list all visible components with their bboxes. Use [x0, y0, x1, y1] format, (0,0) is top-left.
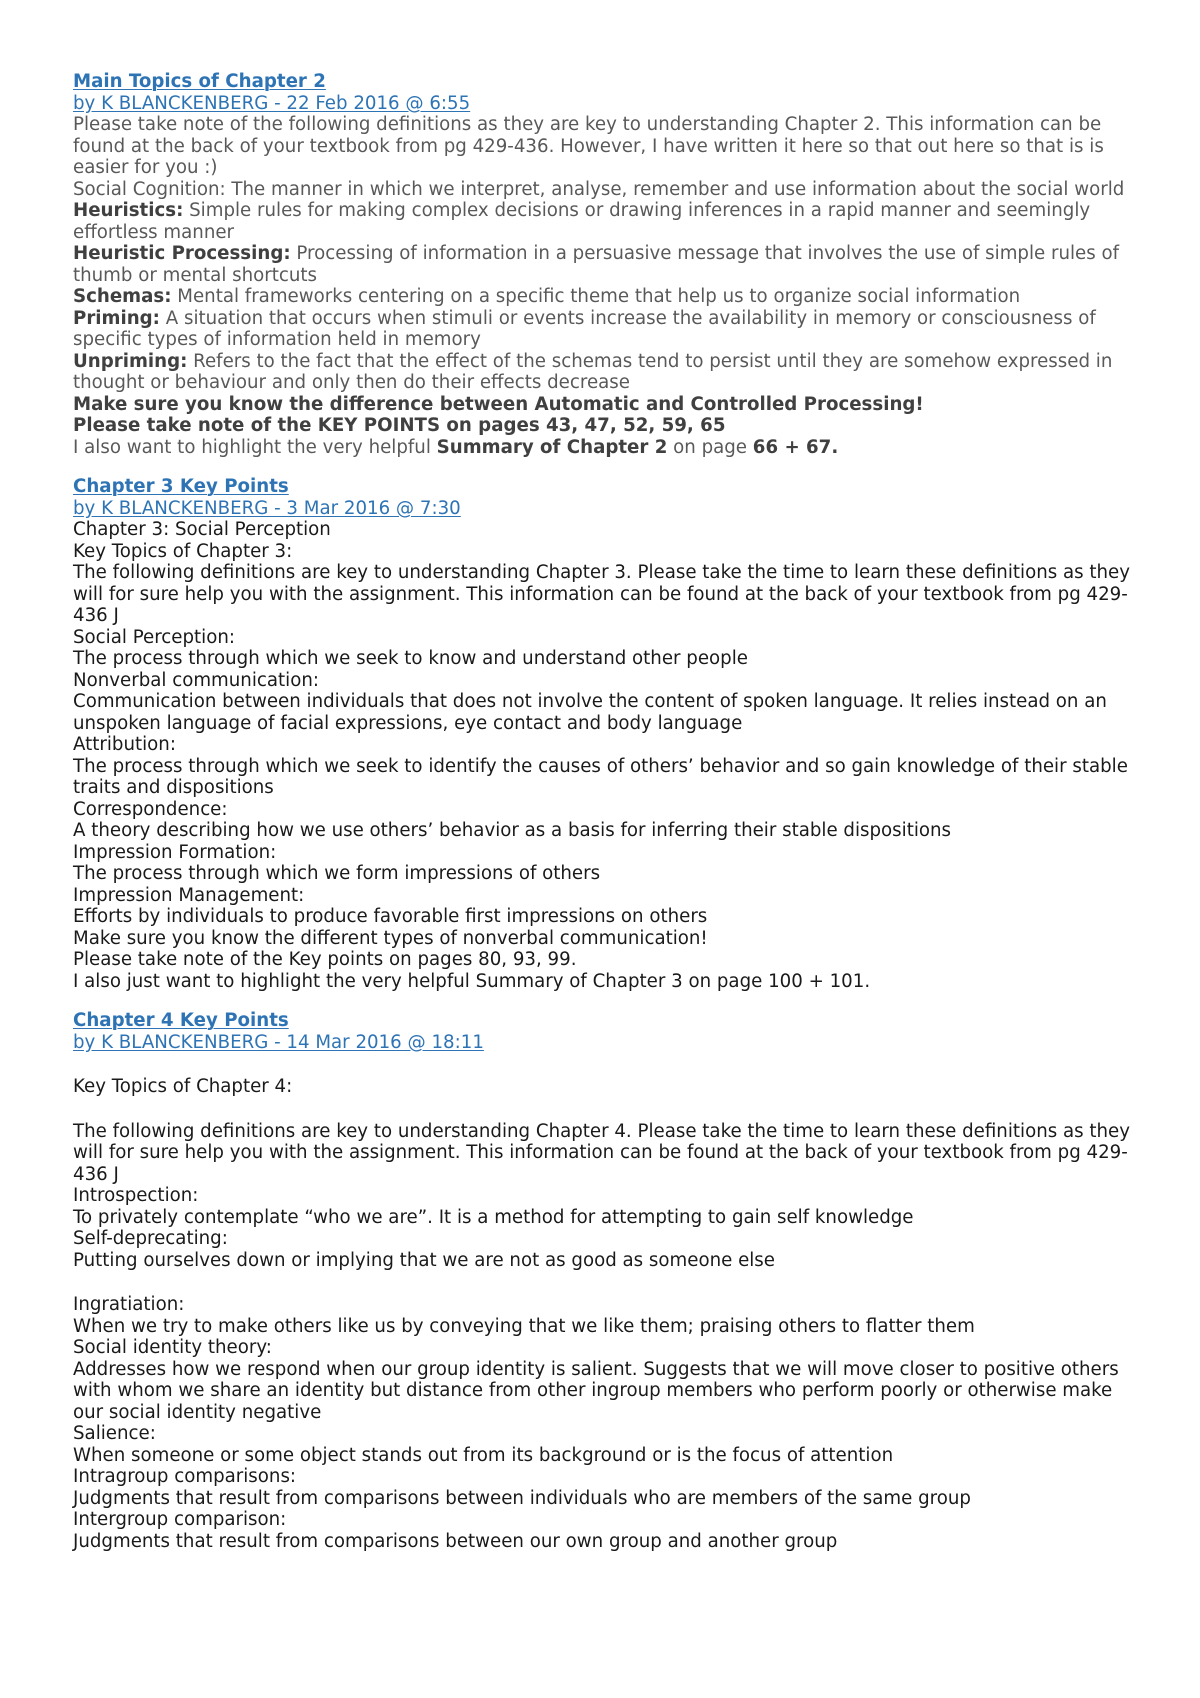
- text-line: Key Topics of Chapter 3:: [73, 540, 293, 562]
- text-line: Social identity theory:: [73, 1337, 272, 1358]
- post-byline-link[interactable]: by K BLANCKENBERG - 14 Mar 2016 @ 18:11: [73, 1031, 484, 1053]
- text-line: The following definitions are key to understanding Chapter 3. Please take the time to learn these definitions as they will for sure help you with the assignment. This information can be found at the back of your textbook from pg 429-436 J: [73, 562, 1130, 626]
- text-line: Key Topics of Chapter 4:: [73, 1076, 293, 1097]
- text-line: The process through which we seek to identify the causes of others’ behavior and so gain knowledge of their stable traits and dispositions: [73, 755, 1128, 798]
- term-priming: Priming:: [73, 307, 160, 329]
- text-line: Impression Formation:: [73, 841, 277, 863]
- intro-paragraph: Please take note of the following definitions as they are key to understanding Chapter 2. This information can be found at the back of your textbook from pg 429-436. However, I have written it here so that out here so that is is easier for you :): [73, 114, 1104, 178]
- spacer: [73, 1098, 1139, 1121]
- text-line: A theory describing how we use others’ behavior as a basis for inferring their stable dispositions: [73, 820, 952, 841]
- document-page: [73, 71, 1139, 1570]
- summary-mid: on page: [667, 436, 753, 458]
- def-schemas: Mental frameworks centering on a specific theme that help us to organize social information: [171, 286, 1021, 307]
- intro-paragraph: The following definitions are key to understanding Chapter 4. Please take the time to learn these definitions as they will for sure help you with the assignment. This information can be found at the back of your textbook from pg 429-436 J: [73, 1120, 1130, 1185]
- text-line: I also just want to highlight the very helpful Summary of Chapter 3 on page 100 + 101.: [73, 970, 871, 992]
- text-line: Judgments that result from comparisons between individuals who are members of the same group: [73, 1487, 971, 1509]
- post-chapter-2: [73, 71, 1139, 458]
- definition-social-cognition: Social Cognition: The manner in which we interpret, analyse, remember and use information about the social world: [73, 178, 1125, 200]
- text-line: Ingratiation:: [73, 1294, 185, 1315]
- term-heuristic-processing: Heuristic Processing:: [73, 243, 291, 264]
- post-chapter-4: [73, 1010, 1139, 1552]
- text-line: Intragroup comparisons:: [73, 1466, 297, 1487]
- def-priming: A situation that occurs when stimuli or events increase the availability in memory or consciousness of specific types of information held in memory: [73, 307, 1096, 350]
- post-chapter-3: [73, 476, 1139, 992]
- term-heuristics: Heuristics:: [73, 200, 184, 221]
- def-heuristic-processing: Processing of information in a persuasive message that involves the use of simple rules of thumb or mental shortcuts: [73, 243, 1120, 286]
- summary-note: [73, 437, 1139, 459]
- text-line: Self-deprecating:: [73, 1228, 228, 1249]
- text-line: Intergroup comparison:: [73, 1509, 287, 1530]
- term-unpriming: Unpriming:: [73, 350, 188, 372]
- text-line: The process through which we seek to know and understand other people: [73, 648, 748, 669]
- text-line: Judgments that result from comparisons between our own group and another group: [73, 1530, 838, 1552]
- spacer: [73, 1271, 1139, 1294]
- text-line: Impression Management:: [73, 884, 305, 906]
- spacer: [73, 1053, 1139, 1076]
- post-title-link[interactable]: Main Topics of Chapter 2: [73, 71, 326, 92]
- post-byline-link[interactable]: by K BLANCKENBERG - 22 Feb 2016 @ 6:55: [73, 92, 471, 114]
- text-line: Salience:: [73, 1423, 156, 1444]
- note-automatic-controlled: Make sure you know the difference between Automatic and Controlled Processing!: [73, 393, 924, 415]
- text-line: Make sure you know the different types of nonverbal communication!: [73, 927, 708, 949]
- text-line: Attribution:: [73, 734, 176, 755]
- text-line: The process through which we form impressions of others: [73, 863, 601, 884]
- text-line: Chapter 3: Social Perception: [73, 519, 331, 540]
- text-line: Efforts by individuals to produce favorable first impressions on others: [73, 906, 708, 927]
- post-byline-link[interactable]: by K BLANCKENBERG - 3 Mar 2016 @ 7:30: [73, 497, 461, 519]
- post-title-link[interactable]: Chapter 3 Key Points: [73, 476, 289, 497]
- text-line: Correspondence:: [73, 798, 228, 820]
- text-line: Nonverbal communication:: [73, 669, 319, 691]
- post-title-link[interactable]: Chapter 4 Key Points: [73, 1010, 289, 1031]
- definition-unpriming: [73, 351, 1139, 394]
- text-line: Addresses how we respond when our group identity is salient. Suggests that we will move closer to positive others with whom we share an identity but distance from other ingroup members who perform poorly or otherwise make our social identity negative: [73, 1358, 1119, 1423]
- term-schemas: Schemas:: [73, 286, 172, 307]
- def-heuristics: Simple rules for making complex decisions or drawing inferences in a rapid manner and seemingly effortless manner: [73, 200, 1091, 243]
- summary-pre: I also want to highlight the very helpful: [73, 436, 437, 458]
- text-line: Please take note of the Key points on pages 80, 93, 99.: [73, 949, 577, 970]
- summary-bold: Summary of Chapter 2: [436, 436, 668, 458]
- text-line: Putting ourselves down or implying that we are not as good as someone else: [73, 1249, 775, 1271]
- text-line: Communication between individuals that does not involve the content of spoken language. It relies instead on an unspoken language of facial expressions, eye contact and body language: [73, 691, 1107, 734]
- text-line: When someone or some object stands out from its background or is the focus of attention: [73, 1444, 894, 1466]
- definition-heuristic-processing: [73, 243, 1139, 286]
- definition-priming: [73, 308, 1139, 351]
- text-line: Social Perception:: [73, 626, 235, 648]
- text-line: To privately contemplate “who we are”. It is a method for attempting to gain self knowledge: [73, 1206, 914, 1228]
- definition-schemas: [73, 286, 1139, 308]
- definition-heuristics: [73, 200, 1139, 243]
- text-line: When we try to make others like us by conveying that we like them; praising others to flatter them: [73, 1315, 975, 1337]
- def-unpriming: Refers to the fact that the effect of the schemas tend to persist until they are somehow expressed in thought or behaviour and only then do their effects decrease: [73, 350, 1113, 393]
- summary-pages: 66 + 67.: [752, 436, 839, 458]
- text-line: Introspection:: [73, 1185, 199, 1206]
- note-key-points: Please take note of the KEY POINTS on pages 43, 47, 52, 59, 65: [73, 415, 726, 436]
